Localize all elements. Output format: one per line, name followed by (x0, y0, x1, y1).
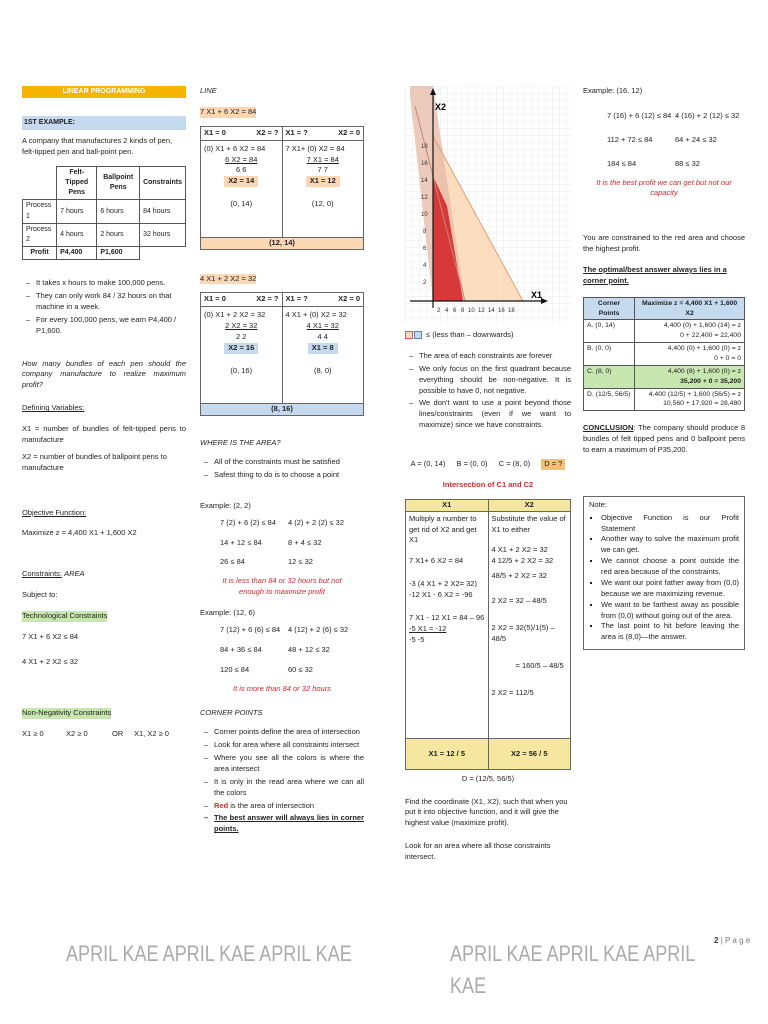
table-cell: 84 hours (140, 200, 186, 223)
x-axis-label: X1 (531, 290, 543, 300)
list-item: – Corner points define the area of intersection (214, 727, 364, 738)
calc-line: 14 + 12 ≤ 84 (220, 537, 262, 547)
table-header (23, 167, 57, 200)
y-tick-label: 4 (423, 263, 427, 269)
int-step: 2 X2 = 32 – 48/5 (491, 596, 547, 605)
intercepts-table-1 (200, 126, 364, 250)
table-cell: Process 1 (23, 200, 57, 223)
t1-step: (0) X1 + 6 X2 = 84 (204, 143, 266, 153)
column-2 (200, 86, 364, 837)
legend-swatch-orange (405, 331, 413, 339)
cp-calc: 4,400 (0) + 1,600 (14) = z (663, 322, 741, 330)
list-item: ▪ The last point to hit before leaving the area is (8,0)—the answer. (601, 621, 739, 643)
table-header: Ballpoint Pens (97, 167, 140, 200)
cp-calc: 4,400 (12/5) + 1,600 (56/5) = z (648, 390, 741, 398)
int-step: = 160/5 – 48/5 (515, 660, 564, 670)
list-item: – It takes x hours to make 100,000 pens. (36, 278, 186, 289)
int-step: 48/5 + 2 X2 = 32 (491, 571, 547, 581)
objective-function: Maximize z = 4,400 X1 + 1,600 X2 (22, 528, 137, 538)
calc-line: 12 ≤ 32 (288, 557, 313, 567)
y-tick-label: 10 (421, 212, 428, 218)
calc-line: 7 (16) + 6 (12) ≤ 84 (607, 110, 672, 120)
conclusion-text: : The company should produce 8 bundles of felt tipped pens and 0 ballpoint pens to earn a maximum of P35,200. (583, 423, 745, 454)
corner-points-heading: CORNER POINTS (200, 708, 263, 718)
cp-header: Maximize z = 4,400 X1 + 1,600 X2 (635, 297, 745, 320)
calc-line: 26 ≤ 84 (220, 557, 245, 567)
t2-header: X2 = ? (256, 294, 279, 304)
constraints-area: AREA (64, 569, 85, 579)
defining-variables-label: Defining Variables: (22, 403, 85, 413)
cp-label: A. (0, 14) (584, 320, 635, 343)
nn-or: OR (112, 728, 124, 738)
table-row (23, 247, 186, 260)
constraints-heading (22, 569, 186, 580)
t1-header: X2 = 0 (338, 127, 360, 137)
table-row (584, 320, 745, 343)
example-title: 1ST EXAMPLE: (22, 116, 186, 130)
cp-calc: 4,400 (8) + 1,600 (0) = z (667, 367, 741, 375)
equation-2: 4 X1 + 2 X2 = 32 (200, 273, 257, 283)
column-1 (22, 86, 186, 741)
table-row (23, 200, 186, 223)
column-4 (583, 86, 745, 650)
d-point-result: D = (12/5, 56/5) (461, 773, 515, 783)
table-cell: 7 hours (57, 200, 97, 223)
list-item: ▪ We want to be farthest away as possible from (0,0) without going out of the area. (601, 600, 739, 622)
corner-points-row (405, 459, 571, 470)
intersection-title: Intersection of C1 and C2 (442, 479, 534, 489)
example-16-12-note: It is the best profit we can get but not our capacity (596, 177, 732, 198)
nn-x2: X2 ≥ 0 (66, 728, 88, 738)
list-item: – Look for area where all constraints intersect (214, 740, 364, 751)
x1-definition: X1 = number of bundles of felt-tipped pens to manufacture (22, 424, 186, 444)
page-label: | P a g e (720, 936, 751, 945)
x-tick-label: 12 (478, 308, 485, 314)
problem-intro: A company that manufactures 2 kinds of pen, felt-tipped pen and ball-point pen. (22, 136, 173, 157)
list-item: ▪ We cannot choose a point outside the red area because of the constraints. (601, 556, 739, 578)
data-table (22, 166, 186, 260)
non-negativity-label: Non-Negativity Constraints (22, 707, 112, 717)
example-16-12-calc (583, 111, 745, 170)
non-negativity-constraints (22, 729, 186, 741)
t1-result: X1 = 12 (306, 176, 340, 187)
constrained-text: You are constrained to the red area and choose the highest profit. (583, 233, 745, 254)
section-heading: LINEAR PROGRAMMING (22, 86, 186, 98)
technological-constraints-label: Technological Constraints (22, 611, 108, 621)
x-tick-label: 8 (461, 308, 465, 314)
line-label: LINE (200, 86, 217, 95)
table-row (23, 223, 186, 246)
x-tick-label: 16 (498, 308, 505, 314)
t2-step: 2 X2 = 32 (225, 321, 258, 331)
cp-label: C. (8, 0) (584, 365, 635, 388)
note-title: Note: (589, 499, 607, 509)
t2-result: X2 = 16 (224, 343, 258, 354)
int-step: 7 X1 - 12 X1 = 84 – 96 (409, 612, 485, 622)
assumption-list (22, 278, 186, 336)
t2-point: (8, 0) (313, 365, 332, 375)
list-item: ▪ Objective Function is our Profit Statement (601, 513, 739, 535)
t2-result: X1 = 8 (308, 343, 338, 354)
list-item (214, 801, 364, 812)
t1-footer: (12, 14) (201, 237, 363, 249)
table-row (584, 388, 745, 411)
corner-points-table (583, 297, 745, 411)
example-2-2-calc (200, 518, 364, 569)
calc-line: 112 + 72 ≤ 84 (607, 134, 653, 144)
t1-result: X2 = 14 (224, 176, 258, 187)
list-item: – We only focus on the first quadrant because everything should be non-negative. It is possible to have 0, not negative. (419, 364, 571, 397)
point-c: C = (8, 0) (498, 459, 531, 468)
find-coordinate-text: Find the coordinate (X1, X2), such that when you put it into objective function, and it will give the highest value (maximize profit). (405, 796, 568, 828)
int-step: -3 (4 X1 + 2 X2= 32) (409, 579, 477, 589)
list-item: ▪ We want our point father away from (0,0) because we are maximizing revenue. (601, 578, 739, 600)
example-2-2-note: It is less than 84 or 32 hours but not enough to maximize profit (222, 576, 342, 597)
conclusion-label: CONCLUSION (583, 423, 634, 433)
question-text: How many bundles of each pen should the company manufacture to realize maximum profit? (22, 358, 186, 390)
calc-line: 184 ≤ 84 (607, 158, 637, 168)
cp-calc: 10,560 + 17,920 = 28,480 (663, 400, 741, 408)
optimal-text: The optimal/best answer always lies in a corner point. (583, 265, 727, 285)
list-item: – They can only work 84 / 32 hours on that machine in a week. (36, 291, 186, 313)
conclusion (583, 423, 745, 456)
cp-calc: 4,400 (0) + 1,600 (0) = z (667, 345, 741, 353)
int-step: 2 X2 = 32(5)/1(5) – 48/5 (491, 622, 555, 643)
where-area-heading: WHERE IS THE AREA? (200, 438, 281, 448)
list-item: – The area of each constraints are forever (419, 351, 571, 362)
t2-step: 4 X1 = 32 (306, 321, 339, 331)
red-rest: is the area of intersection (230, 800, 315, 810)
x-tick-label: 6 (453, 308, 457, 314)
t2-step: 4 4 (317, 332, 328, 341)
cp-calc: 35,200 + 0 = 35,200 (680, 377, 741, 385)
int-step: -5 -5 (409, 634, 425, 644)
calc-line: 88 ≤ 32 (675, 158, 700, 168)
list-item: – Where you see all the colors is where the area intersect (214, 753, 364, 775)
t2-step: 2 2 (236, 332, 247, 341)
graph-notes (405, 351, 571, 431)
legend-swatch-blue (414, 331, 422, 339)
point-b: B = (0, 0) (456, 459, 488, 468)
t2-footer: (8, 16) (201, 403, 363, 415)
subject-to: Subject to: (22, 590, 58, 600)
table-cell: 6 hours (97, 200, 140, 223)
x-tick-label: 2 (437, 308, 441, 314)
list-item: – The best answer will always lies in corner points. (214, 813, 364, 835)
y-tick-label: 2 (423, 280, 427, 286)
t1-step: 7 X1+ (0) X2 = 84 (285, 143, 345, 153)
calc-line: 8 + 4 ≤ 32 (288, 537, 322, 547)
cp-label: B. (0, 0) (584, 343, 635, 366)
legend (405, 330, 571, 341)
nn-x1: X1 ≥ 0 (22, 728, 44, 738)
page-number-value: 2 (714, 936, 719, 945)
example-12-6-calc (200, 625, 364, 676)
y-tick-label: 16 (421, 161, 428, 167)
t1-header: X2 = ? (256, 127, 279, 137)
cp-header: Corner Points (584, 297, 635, 320)
table-header: Felt-Tipped Pens (57, 167, 97, 200)
area-list (200, 457, 364, 481)
red-word: Red (214, 800, 229, 810)
x-tick-label: 14 (488, 308, 495, 314)
x-tick-label: 18 (508, 308, 515, 314)
table-row (584, 365, 745, 388)
cp-calc: 0 + 0 = 0 (714, 354, 741, 362)
look-for-area-text: Look for an area where all those constraints intersect. (405, 841, 551, 861)
point-a: A = (0, 14) (410, 459, 446, 468)
point-d: D = ? (541, 459, 565, 470)
equation-1: 7 X1 + 6 X2 = 84 (200, 106, 257, 116)
t1-point: (12, 0) (311, 199, 334, 209)
watermark-right: APRIL KAE APRIL KAE APRIL KAE (450, 941, 695, 998)
list-item: – Safest thing to do is to choose a point (214, 470, 364, 481)
y-tick-label: 18 (421, 144, 428, 150)
example-12-6-note: It is more than 84 or 32 hours (233, 683, 331, 693)
list-item: – All of the constraints must be satisfied (214, 457, 364, 468)
x2-definition: X2 = number of bundles of ballpoint pens to manufacture (22, 451, 167, 472)
t2-step: (0) X1 + 2 X2 = 32 (204, 310, 266, 320)
calc-line: 4 (2) + 2 (2) ≤ 32 (288, 517, 345, 527)
calc-line: 60 ≤ 32 (288, 664, 313, 674)
objective-label: Objective Function: (22, 507, 87, 517)
constraints-label: Constraints: (22, 569, 63, 579)
page-number (714, 935, 750, 947)
column-3 (405, 86, 571, 863)
intercepts-table-2 (200, 292, 364, 416)
constraint-1: 7 X1 + 6 X2 ≤ 84 (22, 631, 79, 641)
calc-line: 120 ≤ 84 (220, 664, 250, 674)
nn-combined: X1, X2 ≥ 0 (134, 728, 169, 738)
calc-line: 84 + 36 ≤ 84 (220, 644, 262, 654)
t2-header: X1 = 0 (204, 294, 226, 304)
example-2-2-title: Example: (2, 2) (200, 500, 251, 510)
calc-line: 48 + 12 ≤ 32 (288, 644, 330, 654)
t2-header: X2 = 0 (338, 294, 360, 304)
t1-step: 6 X2 = 84 (225, 154, 258, 164)
example-12-6-title: Example: (12, 6) (200, 608, 256, 617)
t1-step: 6 6 (236, 165, 247, 175)
table-cell: 2 hours (97, 223, 140, 246)
t2-point: (0, 16) (230, 365, 253, 375)
x1-result: X1 = 12 / 5 (406, 739, 489, 769)
table-cell: P1,600 (97, 247, 140, 260)
table-cell (140, 247, 186, 260)
y-axis-label: X2 (435, 102, 447, 112)
table-cell: 4 hours (57, 223, 97, 246)
y-tick-label: 12 (421, 195, 428, 201)
x-tick-label: 4 (445, 308, 449, 314)
table-header: Constraints (140, 167, 186, 200)
t1-header: X1 = 0 (204, 127, 226, 137)
y-tick-label: 8 (423, 229, 427, 235)
y-tick-label: 14 (421, 178, 428, 184)
intersection-table (405, 499, 571, 770)
list-item: – For every 100,000 pens, we earn P4,400 / P1,600. (36, 315, 186, 337)
example-16-12-title: Example: (16, 12) (583, 86, 643, 95)
int-step: 2 X2 = 112/5 (491, 687, 534, 697)
note-box (583, 496, 745, 650)
t1-header: X1 = ? (285, 127, 308, 137)
table-cell: Process 2 (23, 223, 57, 246)
corner-list (200, 727, 364, 835)
int-step: Substitute the value of X1 to either (491, 513, 566, 534)
watermark-left: APRIL KAE APRIL KAE APRIL KAE (66, 941, 352, 966)
table-cell: Profit (23, 247, 57, 260)
cp-calc: 0 + 22,400 = 22,400 (680, 332, 741, 340)
int-header: X2 (524, 499, 534, 509)
feasible-region-graph (405, 86, 571, 322)
table-cell: P4,400 (57, 247, 97, 260)
cp-label: D. (12/5, 56/5) (584, 388, 635, 411)
int-step: 4 12/5 + 2 X2 = 32 (491, 556, 554, 566)
note-list (589, 513, 739, 644)
t2-header: X1 = ? (285, 294, 308, 304)
int-step: 4 X1 + 2 X2 = 32 (491, 545, 548, 555)
legend-text: ≤ (less than – downwards) (426, 330, 514, 339)
calc-line: 64 + 24 ≤ 32 (675, 134, 717, 144)
table-cell: 32 hours (140, 223, 186, 246)
int-step: -5 X1 = -12 (409, 623, 447, 633)
t1-point: (0, 14) (230, 199, 253, 209)
calc-line: 7 (12) + 6 (6) ≤ 84 (220, 624, 281, 634)
int-step: 7 X1+ 6 X2 = 84 (409, 556, 464, 566)
int-step: -12 X1 - 6 X2 = -96 (409, 590, 473, 599)
list-item: ▪ Another way to solve the maximum profit we can get. (601, 534, 739, 556)
t1-step: 7 7 (317, 165, 328, 175)
calc-line: 7 (2) + 6 (2) ≤ 84 (220, 517, 277, 527)
y-tick-label: 6 (423, 246, 427, 252)
int-header: X1 (406, 500, 489, 511)
x2-result: X2 = 56 / 5 (511, 748, 548, 758)
int-step: Multiply a number to get rid of X2 and get X1 (409, 513, 477, 545)
table-row (584, 343, 745, 366)
calc-line: 4 (12) + 2 (6) ≤ 32 (288, 624, 349, 634)
constraint-2: 4 X1 + 2 X2 ≤ 32 (22, 656, 79, 666)
t2-step: 4 X1 + (0) X2 = 32 (285, 310, 347, 320)
list-item: – It is only in the read area where we can all the colors (214, 777, 364, 799)
t1-step: 7 X1 = 84 (306, 154, 339, 164)
calc-line: 4 (16) + 2 (12) ≤ 32 (675, 110, 740, 120)
x-tick-label: 10 (468, 308, 475, 314)
list-item: – We don't want to use a point beyond those lines/constraints (even if we want to maximize) since we have constraints. (419, 398, 571, 431)
